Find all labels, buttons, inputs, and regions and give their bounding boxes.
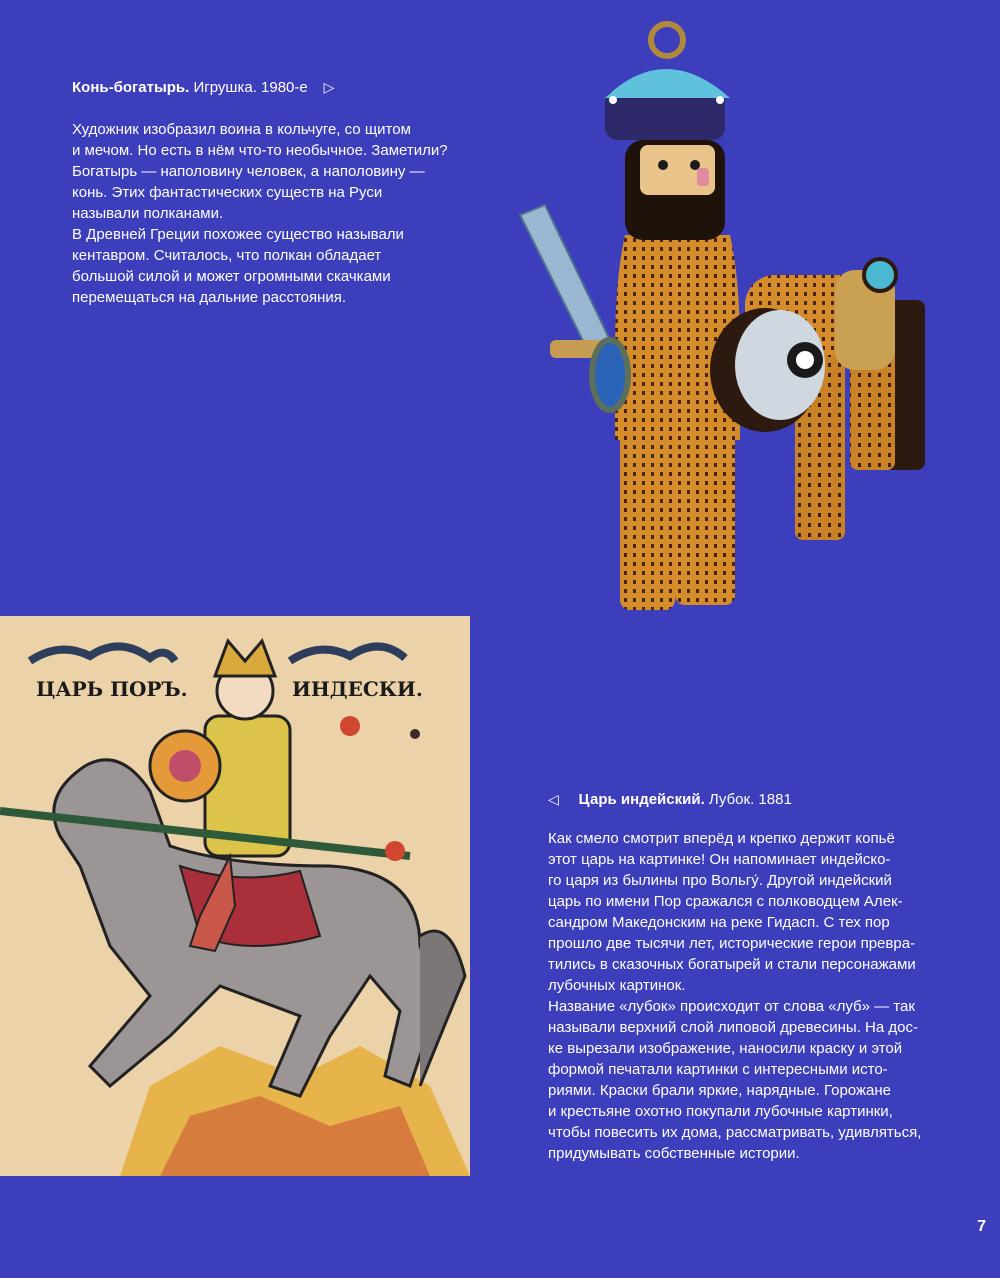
toy-description-line: кентавром. Считалось, что полкан обладает	[72, 247, 382, 264]
lubok-caption	[548, 789, 792, 810]
lubok-description-line: и крестьяне охотно покупали лубочные картинки,	[548, 1103, 893, 1120]
toy-horse-warrior-image	[505, 20, 925, 615]
lubok-description-line: го царя из былины про Вольгу́. Другой индейский	[548, 872, 892, 889]
lubok-tsar-image	[0, 616, 470, 1176]
lubok-description-line: тились в сказочных богатырей и стали персонажами	[548, 956, 916, 973]
lubok-description-line: придумывать собственные истории.	[548, 1145, 800, 1162]
toy-description-line: перемещаться на дальние расстояния.	[72, 289, 347, 306]
toy-description-line: Художник изобразил воина в кольчуге, со щитом	[72, 121, 411, 138]
lubok-label-left: ЦАРЬ ПОРЪ.	[36, 677, 188, 701]
toy-description-line: называли полканами.	[72, 205, 224, 222]
lubok-description-line: сандром Македонским на реке Гидасп. С тех пор	[548, 914, 890, 931]
toy-caption-title: Конь-богатырь.	[72, 79, 190, 96]
toy-description-line: В Древней Греции похожее существо называли	[72, 226, 404, 243]
lubok-description	[548, 828, 921, 1164]
lubok-description-line: ке вырезали изображение, наносили краску и этой	[548, 1040, 903, 1057]
play-arrow-right-icon: ▷	[311, 79, 335, 95]
lubok-description-line: формой печатали картинки с интересными исто-	[548, 1061, 888, 1078]
lubok-description-line: царь по имени Пор сражался с полководцем Алек-	[548, 893, 903, 910]
play-arrow-left-icon: ◁	[548, 791, 575, 807]
lubok-description-line: риями. Краски брали яркие, нарядные. Горожане	[548, 1082, 891, 1099]
page-number: 7	[977, 1218, 986, 1235]
lubok-description-line: лубочных картинок.	[548, 977, 686, 994]
toy-description-line: большой силой и может огромными скачками	[72, 268, 391, 285]
lubok-caption-title: Царь индейский.	[578, 791, 705, 808]
toy-caption	[72, 77, 334, 98]
lubok-label-right: ИНДЕСКИ.	[292, 677, 423, 701]
toy-description-line: и мечом. Но есть в нём что-то необычное. Заметили?	[72, 142, 448, 159]
toy-description-line: Богатырь — наполовину человек, а наполовину —	[72, 163, 425, 180]
lubok-description-line: Как смело смотрит вперёд и крепко держит копьё	[548, 830, 895, 847]
toy-description	[72, 119, 448, 308]
toy-caption-detail: Игрушка. 1980-е	[193, 79, 308, 96]
lubok-description-line: прошло две тысячи лет, исторические герои превра-	[548, 935, 916, 952]
lubok-caption-detail: Лубок. 1881	[708, 791, 792, 808]
lubok-description-line: чтобы повесить их дома, рассматривать, удивляться,	[548, 1124, 922, 1141]
lubok-description-line: Название «лубок» происходит от слова «луб» — так	[548, 998, 915, 1015]
lubok-description-line: этот царь на картинке! Он напоминает индейско-	[548, 851, 891, 868]
toy-description-line: конь. Этих фантастических существ на Руси	[72, 184, 383, 201]
lubok-description-line: называли верхний слой липовой древесины. На дос-	[548, 1019, 918, 1036]
